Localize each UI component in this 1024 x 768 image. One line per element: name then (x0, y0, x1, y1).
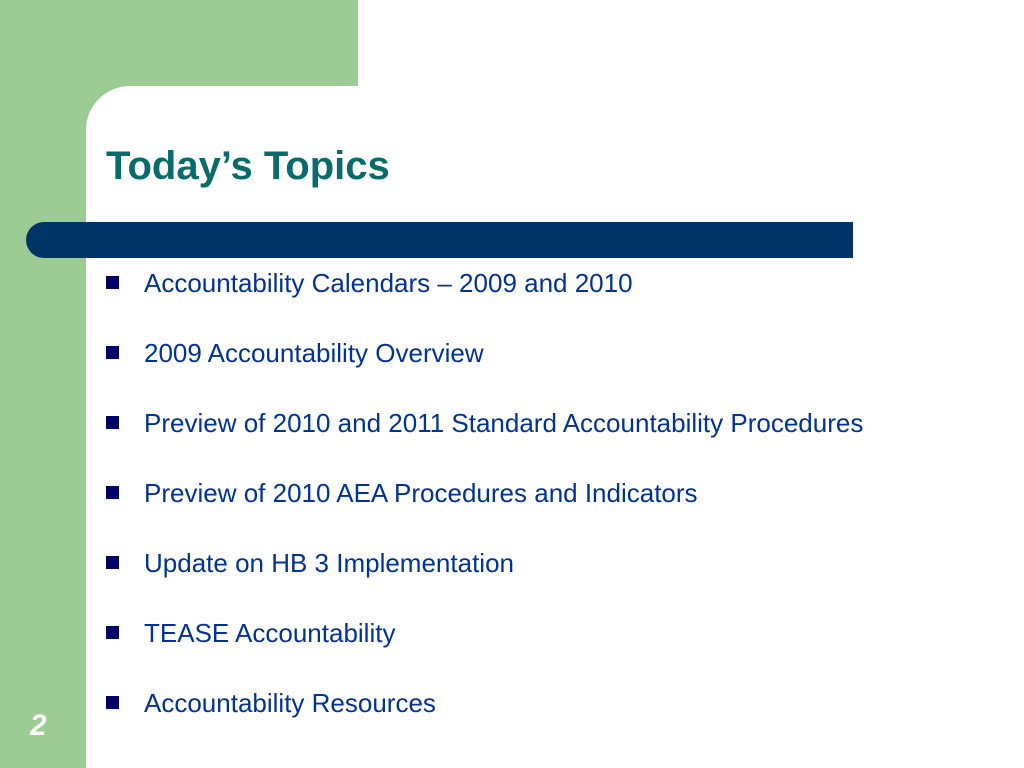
list-item (105, 618, 885, 648)
topics-list (105, 268, 885, 758)
square-bullet-icon (106, 626, 119, 639)
square-bullet-icon (106, 416, 119, 429)
list-item-text: Update on HB 3 Implementation (144, 548, 514, 578)
list-item-text: Accountability Calendars – 2009 and 2010 (144, 268, 633, 298)
slide-title: Today’s Topics (106, 144, 390, 188)
title-divider-bar (26, 222, 853, 258)
list-item-text: Accountability Resources (144, 688, 436, 718)
list-item (105, 548, 885, 578)
list-item-text: Preview of 2010 and 2011 Standard Accountability Procedures (144, 408, 864, 438)
list-item (105, 408, 885, 438)
square-bullet-icon (106, 486, 119, 499)
square-bullet-icon (106, 556, 119, 569)
square-bullet-icon (106, 696, 119, 709)
list-item-text: Preview of 2010 AEA Procedures and Indicators (144, 478, 698, 508)
list-item (105, 338, 885, 368)
list-item-text: 2009 Accountability Overview (144, 338, 484, 368)
square-bullet-icon (106, 346, 119, 359)
page-number: 2 (30, 709, 47, 742)
list-item (105, 688, 885, 718)
list-item-text: TEASE Accountability (144, 618, 396, 648)
square-bullet-icon (106, 276, 119, 289)
list-item (105, 478, 885, 508)
list-item (105, 268, 885, 298)
